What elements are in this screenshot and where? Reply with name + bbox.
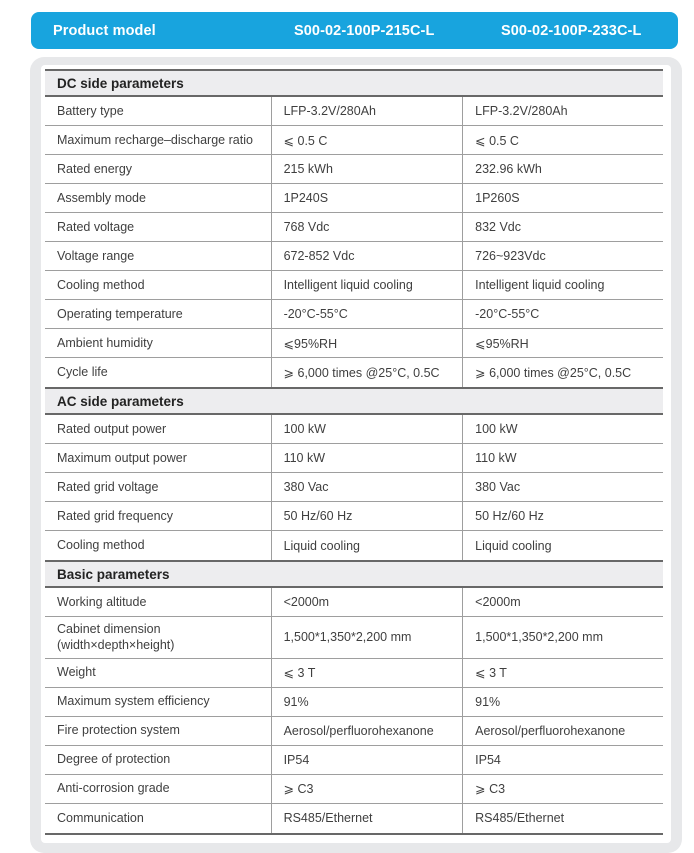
value-cell	[271, 502, 463, 530]
value-text: 1,500*1,350*2,200 mm	[475, 630, 604, 645]
value-cell	[462, 184, 663, 212]
value-text: LFP-3.2V/280Ah	[283, 104, 376, 118]
value-text: -20°C-55°C	[283, 307, 348, 321]
value-text: 110 kW	[475, 451, 517, 465]
value-text: RS485/Ethernet	[283, 811, 373, 825]
value-text: 100 kW	[475, 422, 518, 436]
parameter-label	[57, 537, 145, 553]
parameter-cell	[45, 444, 271, 472]
parameter-name: Working altitude	[57, 594, 147, 609]
parameter-cell	[45, 97, 271, 125]
parameter-label	[57, 190, 146, 206]
value-text: 726~923Vdc	[475, 249, 546, 263]
parameter-label	[57, 594, 146, 610]
value-text: <2000m	[475, 595, 521, 609]
value-cell	[462, 473, 663, 501]
value-cell	[462, 415, 663, 443]
table-row	[45, 473, 663, 502]
value-cell	[462, 617, 663, 658]
value-cell	[462, 213, 663, 241]
value-text: Aerosol/perfluorohexanone	[475, 723, 626, 738]
parameter-label	[57, 335, 153, 351]
value-text: ⩾ 6,000 times @25°C, 0.5C	[283, 366, 440, 380]
value-text: 50 Hz/60 Hz	[475, 509, 544, 523]
value-cell	[271, 184, 463, 212]
section-header	[45, 560, 663, 588]
parameter-label	[57, 751, 170, 767]
parameter-name: Operating temperature	[57, 306, 183, 321]
parameter-name: Cycle life	[57, 365, 108, 380]
parameter-name: Communication	[57, 810, 144, 825]
section-header	[45, 69, 663, 97]
parameter-name: Anti-corrosion grade	[57, 781, 170, 796]
value-cell	[271, 271, 463, 299]
table-row	[45, 502, 663, 531]
parameter-cell	[45, 358, 271, 387]
parameter-cell	[45, 688, 271, 716]
parameter-label	[57, 508, 173, 524]
parameter-label	[57, 780, 170, 796]
parameter-name: Cooling method	[57, 538, 145, 553]
value-text: 672-852 Vdc	[283, 249, 355, 263]
value-text: Intelligent liquid cooling	[283, 278, 413, 292]
table-row	[45, 271, 663, 300]
value-cell	[271, 126, 463, 154]
parameter-name: Fire protection system	[57, 723, 180, 738]
table-row	[45, 155, 663, 184]
value-cell	[462, 531, 663, 560]
value-cell	[271, 300, 463, 328]
value-cell	[271, 659, 463, 687]
parameter-name: Ambient humidity	[57, 335, 153, 350]
value-cell	[271, 688, 463, 716]
value-cell	[462, 688, 663, 716]
value-text: IP54	[475, 752, 501, 767]
value-cell	[271, 97, 463, 125]
value-cell	[271, 358, 463, 387]
section-title: AC side parameters	[57, 393, 184, 409]
parameter-label	[57, 248, 134, 264]
table-row	[45, 588, 663, 617]
value-text: 1,500*1,350*2,200 mm	[283, 630, 412, 645]
parameter-name: Battery type	[57, 103, 124, 118]
product-model-label: Product model	[53, 22, 156, 39]
value-cell	[462, 444, 663, 472]
parameter-cell	[45, 415, 271, 443]
value-cell	[462, 242, 663, 270]
value-text: 91%	[475, 694, 501, 709]
parameter-label	[57, 219, 134, 235]
value-text: 1P260S	[475, 191, 520, 205]
parameter-cell	[45, 242, 271, 270]
value-cell	[271, 717, 463, 745]
value-cell	[462, 804, 663, 833]
value-text: 50 Hz/60 Hz	[283, 509, 353, 523]
value-text: ⩽95%RH	[283, 336, 338, 351]
value-cell	[271, 775, 463, 803]
spec-panel	[41, 65, 671, 843]
value-text: RS485/Ethernet	[475, 811, 565, 825]
parameter-cell	[45, 531, 271, 560]
parameter-cell	[45, 271, 271, 299]
value-cell	[271, 746, 463, 774]
parameter-sublabel: (width×depth×height)	[57, 638, 175, 653]
parameter-label	[57, 103, 124, 119]
table-row	[45, 242, 663, 271]
table-row	[45, 531, 663, 560]
model-name-column-1: S00-02-100P-215C-L	[293, 22, 435, 39]
value-text: 380 Vac	[283, 480, 329, 494]
parameter-label	[57, 450, 187, 466]
value-text: 110 kW	[283, 451, 326, 465]
value-cell	[462, 126, 663, 154]
value-text: Intelligent liquid cooling	[475, 278, 605, 292]
parameter-name: Weight	[57, 665, 96, 680]
value-cell	[462, 502, 663, 530]
parameter-cell	[45, 717, 271, 745]
parameter-cell	[45, 329, 271, 357]
parameter-name: Cooling method	[57, 277, 145, 292]
value-text: LFP-3.2V/280Ah	[475, 104, 568, 118]
value-cell	[271, 473, 463, 501]
parameter-cell	[45, 775, 271, 803]
value-text: 232.96 kWh	[475, 162, 542, 176]
value-text: ⩾ C3	[283, 782, 314, 796]
spec-card	[30, 57, 682, 853]
section-header	[45, 387, 663, 415]
value-cell	[462, 746, 663, 774]
parameter-label	[57, 306, 183, 322]
value-text: 1P240S	[283, 191, 329, 205]
parameter-name: Rated grid voltage	[57, 479, 159, 494]
table-row	[45, 97, 663, 126]
value-text: IP54	[283, 752, 310, 767]
parameter-cell	[45, 300, 271, 328]
parameter-cell	[45, 126, 271, 154]
value-cell	[271, 329, 463, 357]
table-row	[45, 300, 663, 329]
parameter-cell	[45, 659, 271, 687]
parameter-cell	[45, 617, 271, 658]
spec-table	[45, 69, 663, 835]
parameter-label	[57, 664, 96, 680]
table-row	[45, 804, 663, 833]
value-cell	[271, 804, 463, 833]
value-cell	[462, 717, 663, 745]
value-cell	[271, 617, 463, 658]
parameter-cell	[45, 588, 271, 616]
parameter-name: Cabinet dimension	[57, 622, 161, 636]
section-title: Basic parameters	[57, 566, 170, 582]
parameter-name: Degree of protection	[57, 752, 171, 767]
value-text: ⩽ 3 T	[283, 666, 316, 680]
value-text: ⩽95%RH	[475, 336, 529, 351]
parameter-name: Rated energy	[57, 161, 133, 176]
value-cell	[271, 588, 463, 616]
value-cell	[462, 155, 663, 183]
parameter-name: Rated grid frequency	[57, 508, 174, 523]
parameter-label	[57, 810, 144, 826]
value-cell	[271, 444, 463, 472]
parameter-name: Assembly mode	[57, 190, 146, 205]
table-row	[45, 358, 663, 387]
value-cell	[462, 588, 663, 616]
parameter-label	[57, 364, 108, 380]
value-text: 380 Vac	[475, 480, 521, 494]
parameter-cell	[45, 184, 271, 212]
parameter-cell	[45, 155, 271, 183]
parameter-label	[57, 132, 253, 148]
table-row	[45, 444, 663, 473]
value-cell	[271, 155, 463, 183]
value-cell	[462, 775, 663, 803]
value-text: ⩾ 6,000 times @25°C, 0.5C	[475, 366, 632, 380]
value-text: 768 Vdc	[283, 220, 330, 234]
value-cell	[271, 415, 463, 443]
value-text: Liquid cooling	[283, 538, 361, 553]
value-text: 215 kWh	[283, 162, 333, 176]
table-row	[45, 213, 663, 242]
value-cell	[271, 242, 463, 270]
parameter-name: Maximum system efficiency	[57, 694, 210, 709]
parameter-label	[57, 693, 210, 709]
table-row	[45, 717, 663, 746]
value-cell	[271, 531, 463, 560]
value-text: Liquid cooling	[475, 538, 552, 553]
product-model-header-bar	[31, 12, 678, 49]
parameter-name: Voltage range	[57, 248, 135, 263]
value-text: ⩽ 0.5 C	[283, 133, 328, 148]
model-name-column-2: S00-02-100P-233C-L	[501, 22, 642, 39]
value-text: 91%	[283, 694, 309, 709]
value-cell	[462, 300, 663, 328]
table-row	[45, 659, 663, 688]
parameter-label	[57, 479, 158, 495]
parameter-label	[57, 277, 145, 293]
value-cell	[462, 97, 663, 125]
table-row	[45, 126, 663, 155]
value-text: Aerosol/perfluorohexanone	[283, 723, 434, 738]
table-row	[45, 688, 663, 717]
table-row	[45, 184, 663, 213]
table-row	[45, 617, 663, 659]
parameter-name: Rated voltage	[57, 219, 135, 234]
table-row	[45, 329, 663, 358]
value-cell	[462, 271, 663, 299]
parameter-cell	[45, 473, 271, 501]
value-text: 832 Vdc	[475, 220, 522, 234]
parameter-cell	[45, 746, 271, 774]
section-title: DC side parameters	[57, 75, 184, 91]
value-cell	[271, 213, 463, 241]
value-text: ⩽ 0.5 C	[475, 133, 519, 148]
value-cell	[462, 358, 663, 387]
parameter-label	[57, 621, 174, 654]
parameter-cell	[45, 804, 271, 833]
parameter-label	[57, 421, 166, 437]
table-row	[45, 746, 663, 775]
parameter-label	[57, 161, 132, 177]
table-row	[45, 415, 663, 444]
value-cell	[462, 329, 663, 357]
parameter-name: Maximum output power	[57, 450, 187, 465]
value-cell	[462, 659, 663, 687]
value-text: 100 kW	[283, 422, 326, 436]
parameter-name: Rated output power	[57, 421, 167, 436]
value-text: ⩾ C3	[475, 782, 506, 796]
parameter-cell	[45, 213, 271, 241]
value-text: -20°C-55°C	[475, 307, 540, 321]
parameter-cell	[45, 502, 271, 530]
table-row	[45, 775, 663, 804]
parameter-name: Maximum recharge–discharge ratio	[57, 132, 253, 147]
value-text: ⩽ 3 T	[475, 666, 507, 680]
parameter-label	[57, 722, 180, 738]
value-text: <2000m	[283, 595, 330, 609]
